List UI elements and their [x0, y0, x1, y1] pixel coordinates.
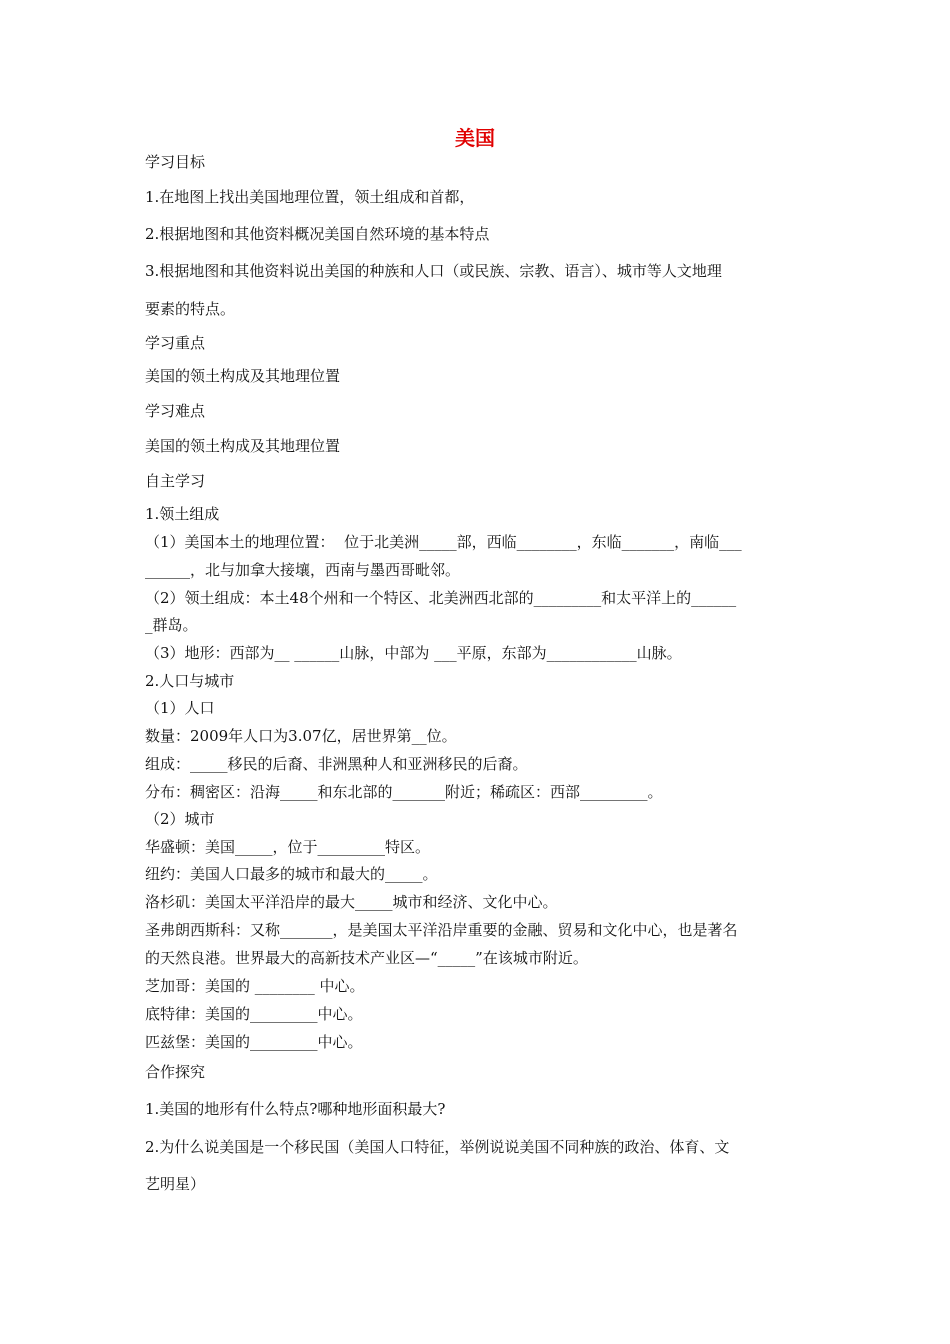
city-detroit: 底特律：美国的_________中心。	[145, 1005, 363, 1023]
objective-2: 2.根据地图和其他资料概况美国自然环境的基本特点	[145, 225, 490, 243]
terrain: （3）地形：西部为__ ______山脉，中部为 ___平原，东部为____________山脉。	[145, 644, 682, 662]
objective-3-cont: 要素的特点。	[145, 300, 236, 318]
territory-location: （1）美国本土的地理位置： 位于北美洲_____部，西临________，东临_______，南临___	[145, 533, 742, 551]
objective-1: 1.在地图上找出美国地理位置，领土组成和首都，	[145, 188, 475, 206]
population-heading: （1）人口	[145, 699, 215, 717]
section-heading-difficulty: 学习难点	[145, 402, 206, 420]
city-chicago: 芝加哥：美国的 ________ 中心。	[145, 977, 365, 995]
territory-location-cont: ______，北与加拿大接壤，西南与墨西哥毗邻。	[145, 561, 461, 579]
subsection-population-cities: 2.人口与城市	[145, 672, 235, 690]
section-heading-self-study: 自主学习	[145, 472, 206, 490]
document-title: 美国	[455, 126, 495, 150]
city-new-york: 纽约：美国人口最多的城市和最大的_____。	[145, 865, 438, 883]
city-los-angeles: 洛杉矶：美国太平洋沿岸的最大_____城市和经济、文化中心。	[145, 893, 558, 911]
population-composition: 组成：_____移民的后裔、非洲黑种人和亚洲移民的后裔。	[145, 755, 528, 773]
cities-heading: （2）城市	[145, 810, 215, 828]
population-count: 数量：2009年人口为3.07亿，居世界第__位。	[145, 727, 457, 745]
focus-text: 美国的领土构成及其地理位置	[145, 367, 341, 385]
section-heading-focus: 学习重点	[145, 334, 206, 352]
question-1: 1.美国的地形有什么特点?哪种地形面积最大?	[145, 1100, 446, 1118]
city-washington: 华盛顿：美国_____，位于_________特区。	[145, 838, 431, 856]
objective-3: 3.根据地图和其他资料说出美国的种族和人口（或民族、宗教、语言）、城市等人文地理	[145, 262, 722, 280]
question-2: 2.为什么说美国是一个移民国（美国人口特征，举例说说美国不同种族的政治、体育、文	[145, 1138, 730, 1156]
city-san-francisco-cont: 的天然良港。世界最大的高新技术产业区—“_____”在该城市附近。	[145, 949, 588, 967]
subsection-territory: 1.领土组成	[145, 505, 220, 523]
population-distribution: 分布：稠密区：沿海_____和东北部的_______附近；稀疏区：西部_________。	[145, 783, 663, 801]
difficulty-text: 美国的领土构成及其地理位置	[145, 437, 341, 455]
city-san-francisco: 圣弗朗西斯科：又称_______，是美国太平洋沿岸重要的金融、贸易和文化中心，也是著名	[145, 921, 738, 939]
section-heading-objectives: 学习目标	[145, 153, 206, 171]
question-2-cont: 艺明星）	[145, 1175, 206, 1193]
section-heading-cooperative: 合作探究	[145, 1063, 206, 1081]
city-pittsburgh: 匹兹堡：美国的_________中心。	[145, 1033, 363, 1051]
territory-composition: （2）领土组成：本土48个州和一个特区、北美洲西北部的_________和太平洋上的______	[145, 589, 737, 607]
territory-composition-cont: _群岛。	[145, 616, 198, 634]
